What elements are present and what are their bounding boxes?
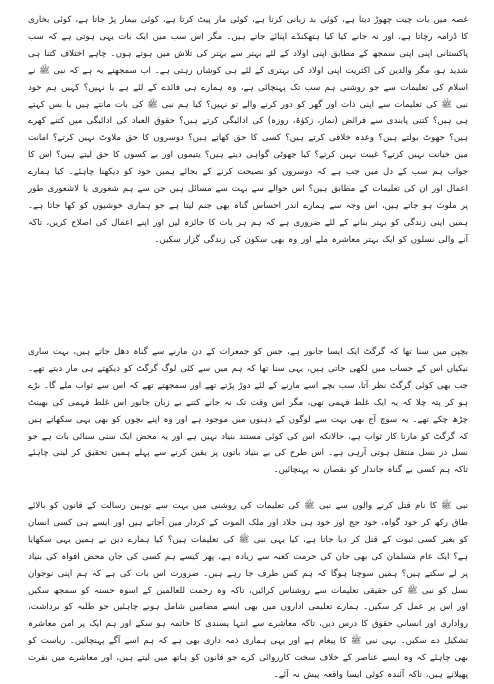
document-page — [28, 12, 468, 681]
paragraph-3: نبی ﷺ کا نام قتل کرنے والوں سے نبی ﷺ کی تعلیمات کی روشنی میں بہت سے توہین رسالت کے قانون کو بالائے طاق رکھ کر خود گواہ، خود جج اور خود ہی جلاد اور ملک الموت کے کردار میں آجاتے ہیں اور ایسے ہی کسی انسان کو بغیر کسی ثبوت کے قتل کر دیا جاتا ہے، کیا یہی نبی ﷺ کی تعلیمات ہیں؟ کیا ہمارے دین نے ہمیں یہی سکھایا ہے؟ ایک عام مسلمان کی بھی جان کی حرمت کعبہ سے زیادہ ہے، پھر کیسے ہم کسی کی جان محض افواہ کی بنیاد پر لے سکتے ہیں؟ ہمیں سوچنا ہوگا کہ ہم کس طرف جا رہے ہیں۔ ضرورت اس بات کی ہے کہ ہم اپنی نوجوان نسل کو نبی ﷺ کی حقیقی تعلیمات سے روشناس کرائیں، تاکہ وہ رحمت للعالمین کے اسوہ حسنہ کو سمجھ سکیں اور اس پر عمل کر سکیں۔ ہمارے تعلیمی اداروں میں بھی ایسے مضامین شامل ہونے چاہئیں جو طلبہ کو برداشت، رواداری اور انسانی حقوق کا درس دیں، تاکہ معاشرے سے انتہا پسندی کا خاتمہ ہو سکے اور ہم ایک پر امن معاشرہ تشکیل دے سکیں۔ یہی نبی ﷺ کا پیغام ہے اور یہی ہماری ذمہ داری بھی ہے کہ ہم اسے آگے پہنچائیں۔ ریاست کو بھی چاہئے کہ وہ ایسے عناصر کے خلاف سخت کارروائی کرے جو قانون کو ہاتھ میں لیتے ہیں، اور معاشرے میں نفرت پھیلاتے ہیں، تاکہ آئندہ کوئی ایسا واقعہ پیش نہ آئے۔ — [28, 501, 468, 681]
paragraph-1: غصہ میں بات چیت چھوڑ دیتا ہے، کوئی بد زبانی کرتا ہے، کوئی مار پیٹ کرتا ہے، کوئی بیمار پڑ جاتا ہے، کوئی بخاری کا ڈرامہ رچاتا ہے، اور نہ جانے کیا کیا ہتھکنڈے اپنائے جاتے ہیں۔ مگر اس سب میں ایک بات یہی ہوتی ہے کہ سب پاکستانی اپنی اپنی سمجھ کے مطابق اپنی اولاد کے لئے بہتر سے بہتر کی تلاش میں ہوتے ہوں۔ چاہے اختلاف کتنا ہی شدید ہو، مگر والدین کی اکثریت اپنی اولاد کی بہتری کے لئے ہی کوشاں رہتی ہے۔ اب سمجھنے یہ ہے کہ نبی ﷺ نے اسلام کی تعلیمات سے جو روشنی ہم سب تک پہنچائی ہے، وہ ہمارے ہی فائدے کے لئے ہے یا نہیں؟ کہیں ہم خود نبی ﷺ کی تعلیمات سے اپنی ذات اور گھر کو دور کرنے والے تو نہیں؟ کیا ہم نبی ﷺ کی بات مانتے ہیں یا بس کہتے ہی ہیں؟ کتنی پابندی سے فرائض (نماز، زکوٰۃ، روزہ) کی ادائیگی کرتے ہیں؟ حقوق العباد کی ادائیگی میں کتنے کھرے ہیں؟ جھوٹ بولتے ہیں؟ وعدہ خلافی کرتے ہیں؟ کسی کا حق کھاتے ہیں؟ دوسروں کا حق ملاوٹ نہیں کرتے؟ امانت میں خیانت نہیں کرتے؟ غیبت نہیں کرتے؟ کیا جھوٹی گواہی دیتے ہیں؟ یتیموں اور بے کسوں کا حق لیتے ہیں؟ اس کا جواب ہم سب کے دل میں جب ہے کہ دوسروں کو نصیحت کرنے کے بجائے ہمیں خود کو دیکھنا چاہئے۔ کیا ہمارے اعمال اور ان کی تعلیمات کے مطابق ہیں؟ اس حوالے سے بہت سے مسائل ہیں جن سے ہم شعوری یا لاشعوری طور پر ملوث ہو جاتے ہیں، اس وجہ سے ہمارے اندر احساس گناہ بھی جنم لیتا ہے جو ہماری خوشیوں کو کھا جاتا ہے۔ ہمیں اپنی زندگی کو بہتر بنانے کے لئے ضروری ہے کہ ہم ہر بات کا جائزہ لیں اور اپنے اعمال کی اصلاح کریں، تاکہ آنے والی نسلوں کو ایک بہتر معاشرہ ملے اور وہ بھی سکون کی زندگی گزار سکیں۔ — [28, 15, 468, 245]
paragraph-2: بچپن میں سنا تھا کہ گرگٹ ایک ایسا جانور ہے، جس کو جمعرات کے دن مارنے سے گناہ دھل جاتے ہیں، بہت ساری نیکیاں اس کے حساب میں لکھی جاتی ہیں، یہی سنا تھا کہ ہم میں سے کئی لوگ گرگٹ کو دیکھتے ہی مار دیتے تھے۔ جب بھی کوئی گرگٹ نظر آتا، سب بچے اسے مارنے کے لئے دوڑ پڑتے تھے اور سمجھتے تھے کہ اس سے ثواب ملے گا۔ بڑے ہو کر پتہ چلا کہ یہ ایک غلط فہمی تھی، مگر اس وقت تک نہ جانے کتنے بے زبان جانور اس غلط فہمی کی بھینٹ چڑھ چکے تھے۔ یہ سوچ آج بھی بہت سے لوگوں کے ذہنوں میں موجود ہے اور وہ اپنے بچوں کو بھی یہی سکھاتے ہیں کہ گرگٹ کو مارنا کار ثواب ہے، حالانکہ اس کی کوئی مستند بنیاد نہیں ہے اور یہ محض ایک سنی سنائی بات ہے جو نسل در نسل منتقل ہوتی آرہی ہے۔ اس طرح کی بے بنیاد باتوں پر یقین کرنے سے پہلے ہمیں تحقیق کر لینی چاہئے تاکہ ہم کسی بے گناہ جاندار کو نقصان نہ پہنچائیں۔ — [28, 347, 468, 476]
